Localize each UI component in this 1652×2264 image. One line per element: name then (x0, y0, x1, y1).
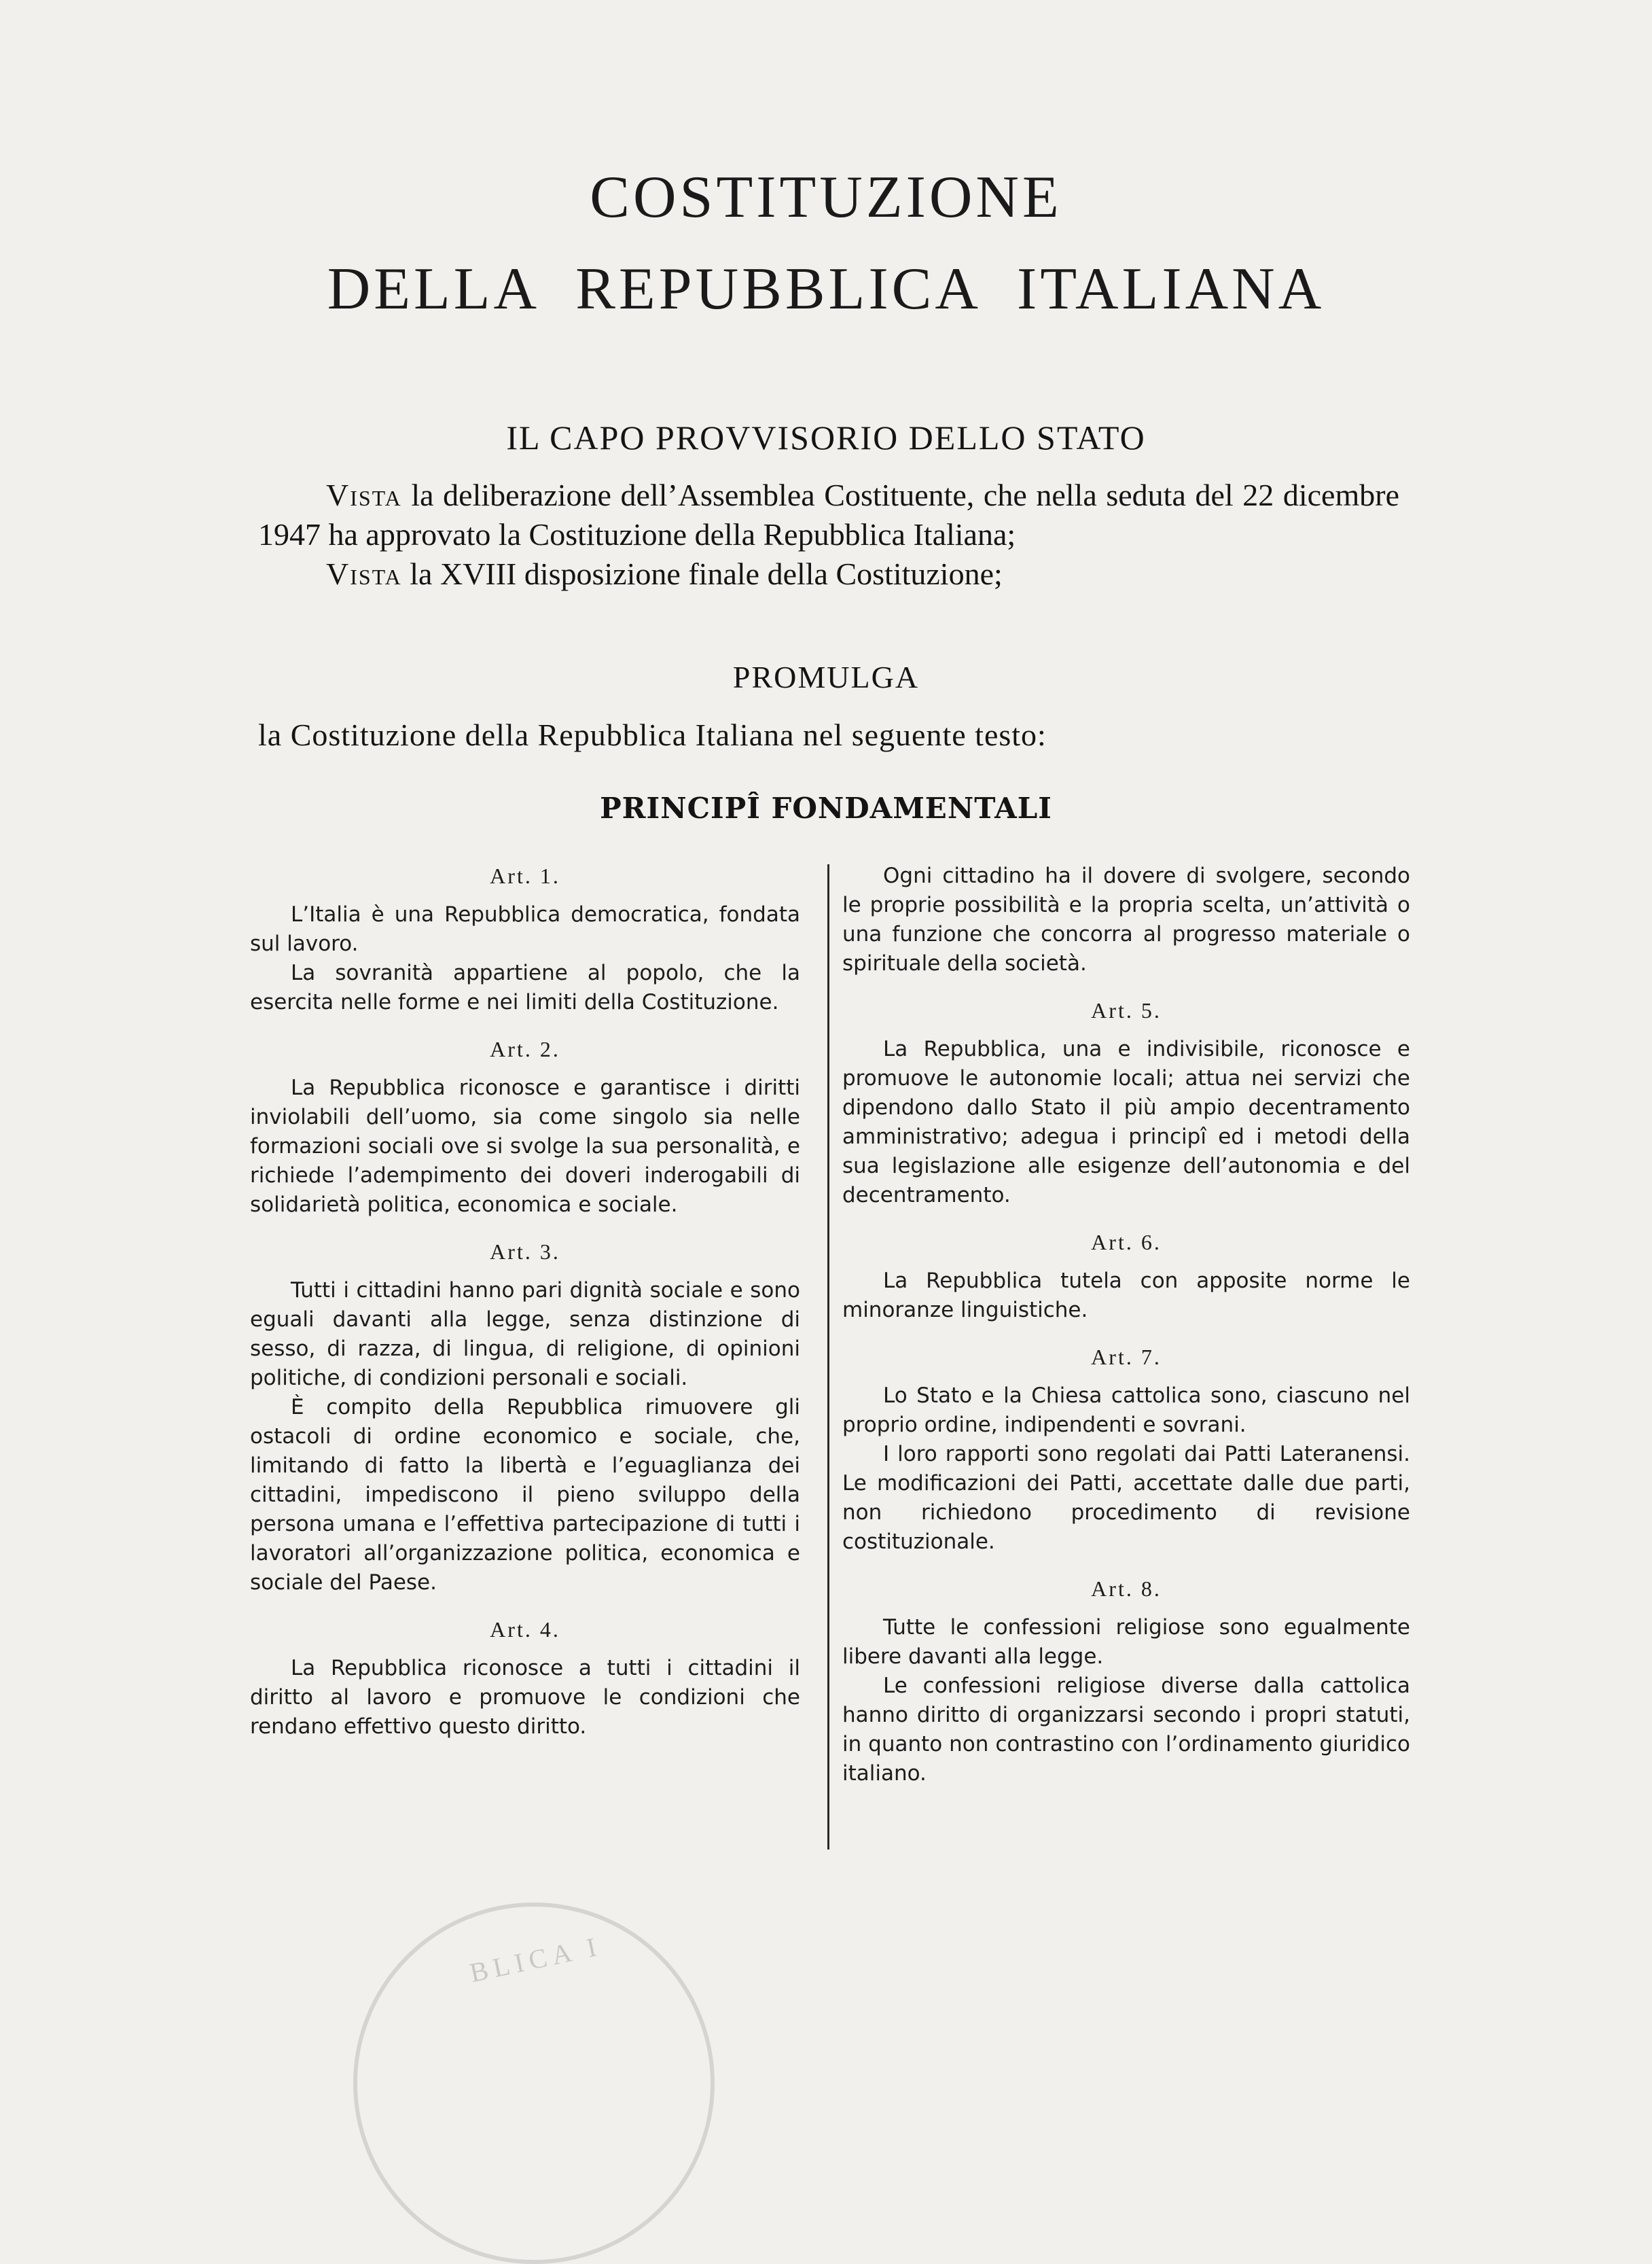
article-paragraph: I loro rapporti sono regolati dai Patti Lateranensi. Le modificazioni dei Patti, accettate dalle due parti, non richiedono procedimento di revisione costituzionale. (842, 1442, 1410, 1554)
article-paragraph: Ogni cittadino ha il dovere di svolgere, secondo le proprie possibilità e la propria scelta, un’attività o una funzione che concorra al progresso materiale o spirituale della società. (842, 864, 1410, 976)
section-title: PRINCIPÎ FONDAMENTALI (600, 792, 1052, 825)
article-heading: Art. 3. (490, 1239, 560, 1264)
article-paragraph: La Repubblica riconosce e garantisce i diritti inviolabili dell’uomo, sia come singolo sia nelle formazioni sociali ove si svolge la sua personalità, e richiede l’adempimento dei doveri inderogabili di solidarietà politica, economica e sociale. (250, 1076, 800, 1217)
article-paragraph: Lo Stato e la Chiesa cattolica sono, ciascuno nel proprio ordine, indipendenti e sovrani. (842, 1383, 1410, 1437)
document-title-line1: COSTITUZIONE (590, 164, 1062, 230)
article-heading: Art. 4. (490, 1617, 560, 1642)
article-paragraph: La sovranità appartiene al popolo, che la esercita nelle forme e nei limiti della Costituzione. (250, 961, 800, 1014)
left-column (250, 862, 800, 1741)
preamble (258, 476, 1399, 594)
preamble-clause-2 (258, 554, 1399, 594)
article-heading: Art. 1. (490, 864, 560, 888)
article-heading: Art. 2. (490, 1037, 560, 1061)
article-paragraph: La Repubblica, una e indivisibile, riconosce e promuove le autonomie locali; attua nei servizi che dipendono dallo Stato il più ampio decentramento amministrativo; adegua i principî ed i metodi della sua legislazione alle esigenze dell’autonomia e del decentramento. (842, 1037, 1410, 1207)
promulga-text: la Costituzione della Repubblica Italiana nel seguente testo: (258, 718, 1047, 752)
preamble-lead: Vista (326, 478, 402, 512)
article-heading: Art. 7. (1091, 1345, 1162, 1369)
document-title-line2: DELLA REPUBBLICA ITALIANA (327, 256, 1325, 322)
preamble-text: la deliberazione dell’Assemblea Costituente, che nella seduta del 22 dicembre 1947 ha approvato la Costituzione della Repubblica Italiana; (258, 478, 1399, 552)
right-column (842, 862, 1410, 1788)
article-paragraph: La Repubblica riconosce a tutti i cittadini il diritto al lavoro e promuove le condizioni che rendano effettivo questo diritto. (250, 1656, 800, 1739)
preamble-clause-1 (258, 476, 1399, 554)
seal-text: BLICA I (467, 1930, 605, 1989)
article-paragraph: La Repubblica tutela con apposite norme le minoranze linguistiche. (842, 1269, 1410, 1322)
issuer-heading: IL CAPO PROVVISORIO DELLO STATO (506, 419, 1146, 457)
article-paragraph: L’Italia è una Repubblica democratica, fondata sul lavoro. (250, 902, 800, 956)
article-paragraph: Tutti i cittadini hanno pari dignità sociale e sono eguali davanti alla legge, senza distinzione di sesso, di razza, di lingua, di religione, di opinioni politiche, di condizioni personali e sociali. (250, 1278, 800, 1390)
promulga-heading: PROMULGA (732, 660, 920, 694)
article-paragraph: È compito della Repubblica rimuovere gli ostacoli di ordine economico e sociale, che, limitando di fatto la libertà e l’eguaglianza dei cittadini, impediscono il pieno sviluppo della persona umana e l’effettiva partecipazione di tutti i lavoratori all’organizzazione politica, economica e sociale del Paese. (250, 1395, 800, 1595)
article-paragraph: Tutte le confessioni religiose sono egualmente libere davanti alla legge. (842, 1615, 1410, 1669)
article-paragraph: Le confessioni religiose diverse dalla cattolica hanno diritto di organizzarsi secondo i propri statuti, in quanto non contrastino con l’ordinamento giuridico italiano. (842, 1674, 1410, 1786)
article-heading: Art. 6. (1091, 1230, 1162, 1254)
article-heading: Art. 5. (1091, 998, 1162, 1023)
preamble-text: la XVIII disposizione finale della Costituzione; (401, 556, 1003, 591)
article-heading: Art. 8. (1091, 1576, 1162, 1601)
preamble-lead: Vista (326, 556, 402, 591)
column-divider (827, 864, 829, 1850)
